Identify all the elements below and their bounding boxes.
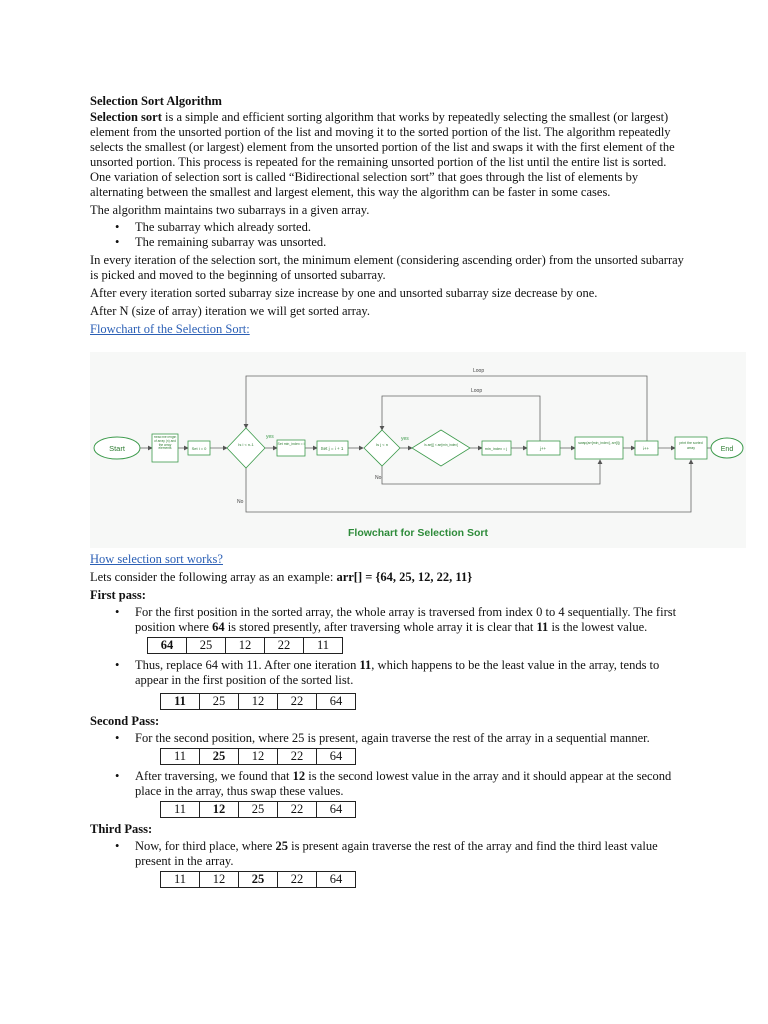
list-item (90, 605, 690, 635)
array-cell: 12 (200, 872, 239, 888)
array-cell: 25 (239, 802, 278, 818)
text-span: is stored presently, after traversing whole array it is clear that (224, 620, 537, 634)
example-text: Lets consider the following array as an example: (90, 570, 337, 584)
list-item (90, 839, 690, 869)
bold-value: 12 (292, 769, 306, 783)
array-cell: 25 (200, 749, 239, 765)
array-cell: 64 (317, 872, 356, 888)
intro-bold: Selection sort (90, 110, 162, 124)
document-body (90, 94, 690, 337)
cond-j-node: Is j < n (376, 442, 388, 447)
intro-paragraph (90, 110, 690, 200)
array-table (160, 871, 356, 888)
array-cell: 11 (161, 872, 200, 888)
list-item (90, 769, 690, 799)
array-cell: 22 (278, 802, 317, 818)
array-table (147, 637, 343, 654)
end-node: End (720, 446, 734, 453)
text-span: , which happens to be the least value in the array, tends to appear in the first position of the sorted list. (135, 658, 660, 687)
subarrays-list (90, 220, 690, 250)
n-paragraph: After N (size of array) iteration we will get sorted array. (90, 304, 370, 318)
array-cell: 12 (239, 749, 278, 765)
no-label: No (237, 499, 244, 505)
text-span: is present again traverse the rest of the array and find the third least value present in the array. (135, 839, 658, 868)
flowchart-caption: Flowchart for Selection Sort (347, 527, 489, 539)
array-cell: 11 (161, 749, 200, 765)
array-cell: 12 (226, 638, 265, 654)
third-pass-heading: Third Pass: (90, 822, 153, 836)
array-cell: 64 (148, 638, 187, 654)
array-cell: 64 (317, 694, 356, 710)
array-cell: 12 (239, 694, 278, 710)
page-title: Selection Sort Algorithm (90, 94, 222, 108)
bold-value: 64 (212, 620, 225, 634)
bold-value: 25 (275, 839, 288, 853)
array-table (160, 748, 356, 765)
list-item: • The subarray which already sorted. (90, 220, 690, 235)
text-span: Now, for third place, where (135, 839, 276, 853)
flowchart-diagram (90, 352, 746, 522)
third-pass-list (90, 839, 690, 869)
list-item: • The remaining subarray was unsorted. (90, 235, 690, 250)
j-increment-node: j++ (539, 446, 547, 451)
cond-i-node: Is i < n-1 (238, 442, 254, 447)
text-span: is the second lowest value in the array and it should appear at the second place in the array, thus swap these values. (135, 769, 672, 798)
flowchart (90, 352, 746, 548)
size-paragraph: After every iteration sorted subarray size increase by one and unsorted subarray size decrease by one. (90, 286, 598, 300)
bold-value: 11 (536, 620, 549, 634)
i-increment-node: i++ (642, 446, 650, 451)
print-node: print the sorted array (679, 441, 703, 450)
array-table (160, 801, 356, 818)
array-cell: 12 (200, 802, 239, 818)
cond-arr-node: Is arr[j] < arr[min_index] (424, 443, 458, 447)
iteration-paragraph: In every iteration of the selection sort, the minimum element (considering ascending order) from the unsorted subarray is picked and moved to the beginning of unsorted subarray. (90, 253, 684, 282)
second-pass-heading: Second Pass: (90, 714, 160, 728)
how-it-works-link[interactable]: How selection sort works? (90, 552, 223, 566)
text-span: is the lowest value. (548, 620, 648, 634)
array-cell: 25 (239, 872, 278, 888)
yes-label: yes (266, 434, 274, 440)
set-j-node: Set j = i + 1 (320, 446, 344, 451)
array-cell: 22 (278, 694, 317, 710)
array-cell: 64 (317, 749, 356, 765)
array-cell: 11 (304, 638, 343, 654)
first-pass-list (90, 605, 690, 635)
intro-text: is a simple and efficient sorting algorithm that works by repeatedly selecting the smallest (or largest) element from the unsorted portion of the list and moving it to the sorted portion of the list. The algorithm repeatedly selects the smallest (or largest) element from the unsorted portion of the list and swaps it with the first element of the unsorted portion. This process is repeated for the remaining unsorted portion of the list until the entire list is sorted. One variation of selection sort is called “Bidirectional selection sort” that goes through the list of elements by alternating between the smallest and largest element, this way the algorithm can be faster in some cases. (90, 110, 675, 199)
first-pass-list-2 (90, 658, 690, 688)
array-cell: 11 (161, 802, 200, 818)
array-cell: 64 (317, 802, 356, 818)
flowchart-link[interactable]: Flowchart of the Selection Sort: (90, 322, 250, 336)
array-cell: 22 (278, 749, 317, 765)
second-pass-list (90, 731, 690, 746)
array-cell: 11 (161, 694, 200, 710)
second-pass-list-2 (90, 769, 690, 799)
min-update-node: min_index = j (484, 447, 508, 451)
swap-node: swap(arr[min_index], arr[i]) (578, 441, 620, 445)
array-table (160, 693, 356, 710)
array-cell: 22 (278, 872, 317, 888)
bold-value: 11 (359, 658, 372, 672)
text-span: Thus, replace 64 with 11. After one iteration (135, 658, 360, 672)
text-span: For the first position in the sorted array, the whole array is traversed from index 0 to 4 sequentially. The first position where (135, 605, 677, 634)
read-input-node: Read the length of array (n) and the array elements (153, 436, 177, 451)
start-node: Start (109, 444, 125, 453)
set-min-node: Set min_index = i (277, 442, 305, 446)
list-item: • For the second position, where 25 is present, again traverse the rest of the array in a sequential manner. (90, 731, 690, 746)
example-paragraph (90, 570, 690, 585)
loop-outer-label: Loop (473, 368, 485, 374)
array-cell: 25 (187, 638, 226, 654)
subarrays-intro: The algorithm maintains two subarrays in a given array. (90, 203, 370, 217)
document-body-continued (90, 552, 690, 892)
loop-inner-label: Loop (471, 388, 483, 394)
array-cell: 25 (200, 694, 239, 710)
set-i-node: Set i = 0 (191, 446, 207, 451)
first-pass-heading: First pass: (90, 588, 146, 602)
array-cell: 22 (265, 638, 304, 654)
text-span: After traversing, we found that (135, 769, 293, 783)
list-item (90, 658, 690, 688)
no-label: No (375, 475, 382, 481)
yes-label: yes (401, 436, 409, 442)
example-array: arr[] = {64, 25, 12, 22, 11} (336, 570, 473, 584)
